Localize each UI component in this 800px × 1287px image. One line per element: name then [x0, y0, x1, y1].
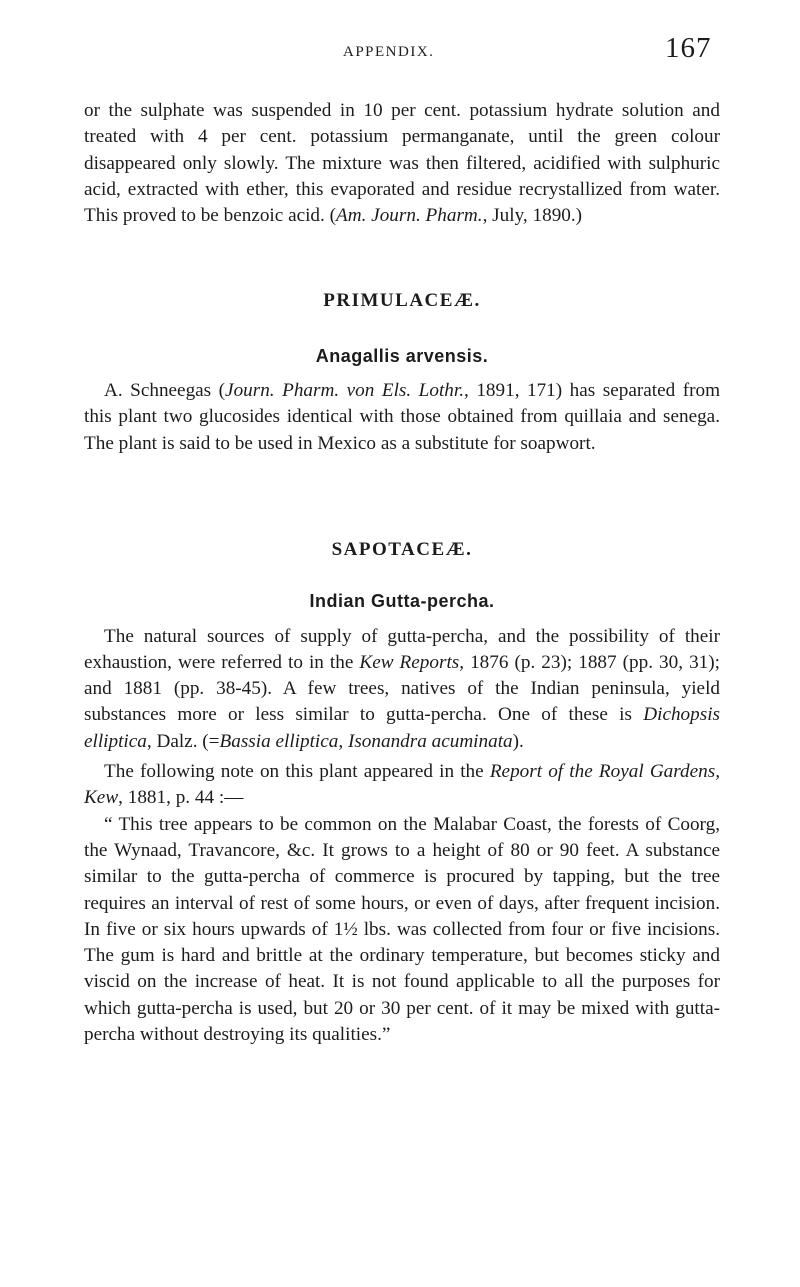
family-heading-sapotaceae: SAPOTACEÆ. — [331, 538, 473, 560]
continuation-paragraph — [84, 98, 720, 229]
continuation-text: or the sulphate was suspended in 10 per cent. potassium hydrate solution and treated with 4 per cent. potassium permanganate, until the green colour disappeared only slowly. The mixture was then filtered, acidified with sulphuric acid, extracted with ether, this evaporated and residue recrystallized from water. This proved to be benzoic acid. — [84, 100, 720, 227]
page-body — [84, 98, 720, 1048]
quoted-note: “ This tree appears to be common on the Malabar Coast, the forests of Coorg, the Wynaad, Travancore, &c. It grows to a height of 80 or 90 feet. A substance similar to the gutta-percha of commerce is procured by tapping, but the tree requires an interval of rest of some hours, or even of days, after frequent incision. In five or six hours upwards of 1½ lbs. was collected from four or five incisions. The gum is hard and brittle at the ordinary temperature, but becomes sticky and viscid on the increase of heat. It is not found applicable to all the purposes for which gutta-percha is used, but 20 or 30 per cent. of it may be mixed with gutta-percha without destroying its qualities.” — [84, 813, 720, 1046]
family-heading-primulaceae: PRIMULACEÆ. — [323, 290, 481, 312]
p1-end: ). — [512, 730, 524, 752]
running-head: APPENDIX. — [343, 44, 435, 60]
p1-dalz: , Dalz. (= — [146, 730, 220, 752]
page-header — [0, 30, 800, 70]
p1-start: The natural sources of supply of gutta-percha, and the possibility of their exhaustion, were referred to in the — [84, 625, 720, 673]
p2-report-title: Report of the Royal Gardens, Kew — [84, 761, 720, 809]
citation-open: ( — [329, 205, 337, 227]
page-number: 167 — [665, 32, 712, 64]
species-heading-gutta-percha: Indian Gutta-percha. — [309, 591, 495, 612]
anagallis-start: A. Schneegas ( — [104, 380, 226, 402]
p1-dichopsis: Dichopsis elliptica — [84, 704, 720, 752]
anagallis-paragraph — [84, 378, 720, 457]
p2-end: , 1881, p. 44 :— — [118, 787, 244, 809]
p2-start: The following note on this plant appeared in the — [104, 761, 490, 783]
p1-kew-reports: Kew Reports — [359, 651, 460, 673]
p1-synonyms: Bassia elliptica, Isonandra acuminata — [219, 730, 513, 752]
anagallis-rest: , 1891, 171) has separated from this plant two glucosides identical with those obtained from quillaia and senega. The plant is said to be used in Mexico as a substitute for soapwort. — [84, 380, 720, 454]
anagallis-journal: Journ. Pharm. von Els. Lothr. — [225, 380, 465, 402]
gutta-percha-paragraph-2 — [84, 759, 720, 812]
p1-mid: , 1876 (p. 23); 1887 (pp. 30, 31); and 1881 (pp. 38-45). A few trees, natives of the Indian peninsula, yield substances more or less similar to gutta-percha. One of these is — [84, 651, 720, 726]
citation-rest: , July, 1890.) — [482, 205, 583, 227]
citation-journal: Am. Journ. Pharm. — [336, 205, 483, 227]
species-heading-anagallis: Anagallis arvensis. — [315, 345, 489, 366]
gutta-percha-paragraph-1 — [84, 624, 720, 755]
